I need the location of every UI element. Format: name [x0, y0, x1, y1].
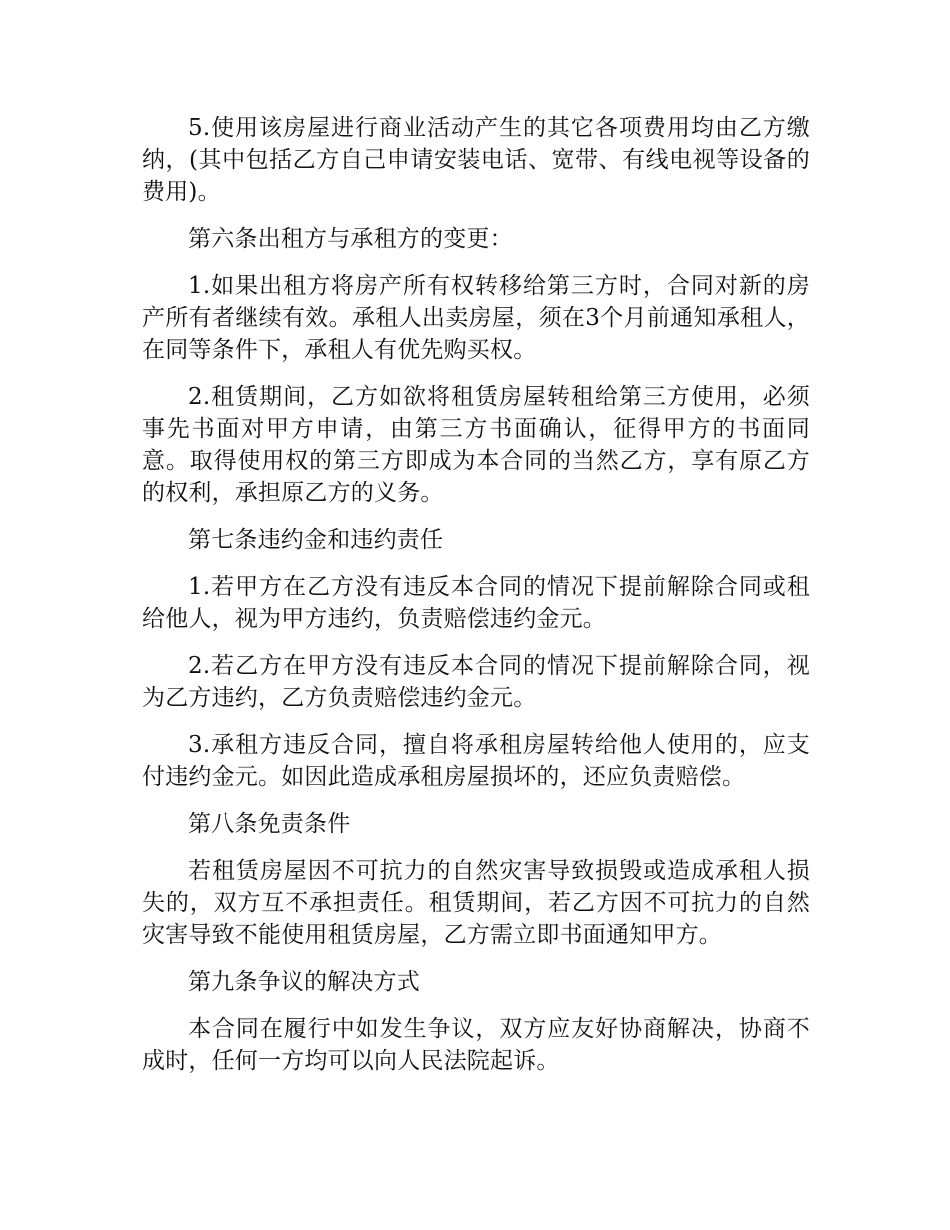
article-9-body: 本合同在履行中如发生争议，双方应友好协商解决，协商不成时，任何一方均可以向人民法院起诉。	[142, 1016, 810, 1074]
article-6-heading: 第六条出租方与承租方的变更：	[188, 226, 513, 252]
article-9-heading: 第九条争议的解决方式	[188, 969, 420, 995]
clause-7-1: 1.若甲方在乙方没有违反本合同的情况下提前解除合同或租给他人，视为甲方违约，负责赔偿违约金元。	[142, 574, 810, 632]
article-7-heading: 第七条违约金和违约责任	[188, 527, 444, 553]
clause-6-2: 2.租赁期间，乙方如欲将租赁房屋转租给第三方使用，必须事先书面对甲方申请，由第三方书面确认，征得甲方的书面同意。取得使用权的第三方即成为本合同的当然乙方，享有原乙方的权利，承担原乙方的义务。	[142, 384, 810, 506]
clause-5-fees: 5.使用该房屋进行商业活动产生的其它各项费用均由乙方缴纳，(其中包括乙方自己申请安装电话、宽带、有线电视等设备的费用)。	[142, 115, 810, 205]
clause-7-3: 3.承租方违反合同，擅自将承租房屋转给他人使用的，应支付违约金元。如因此造成承租房屋损坏的，还应负责赔偿。	[142, 732, 810, 790]
document-body	[142, 112, 810, 1092]
article-8-body: 若租赁房屋因不可抗力的自然灾害导致损毁或造成承租人损失的，双方互不承担责任。租赁期间，若乙方因不可抗力的自然灾害导致不能使用租赁房屋，乙方需立即书面通知甲方。	[142, 858, 810, 948]
clause-6-1: 1.如果出租方将房产所有权转移给第三方时，合同对新的房产所有者继续有效。承租人出卖房屋，须在3个月前通知承租人，在同等条件下，承租人有优先购买权。	[142, 273, 810, 363]
clause-7-2: 2.若乙方在甲方没有违反本合同的情况下提前解除合同，视为乙方违约，乙方负责赔偿违约金元。	[142, 653, 810, 711]
article-8-heading: 第八条免责条件	[188, 811, 351, 837]
